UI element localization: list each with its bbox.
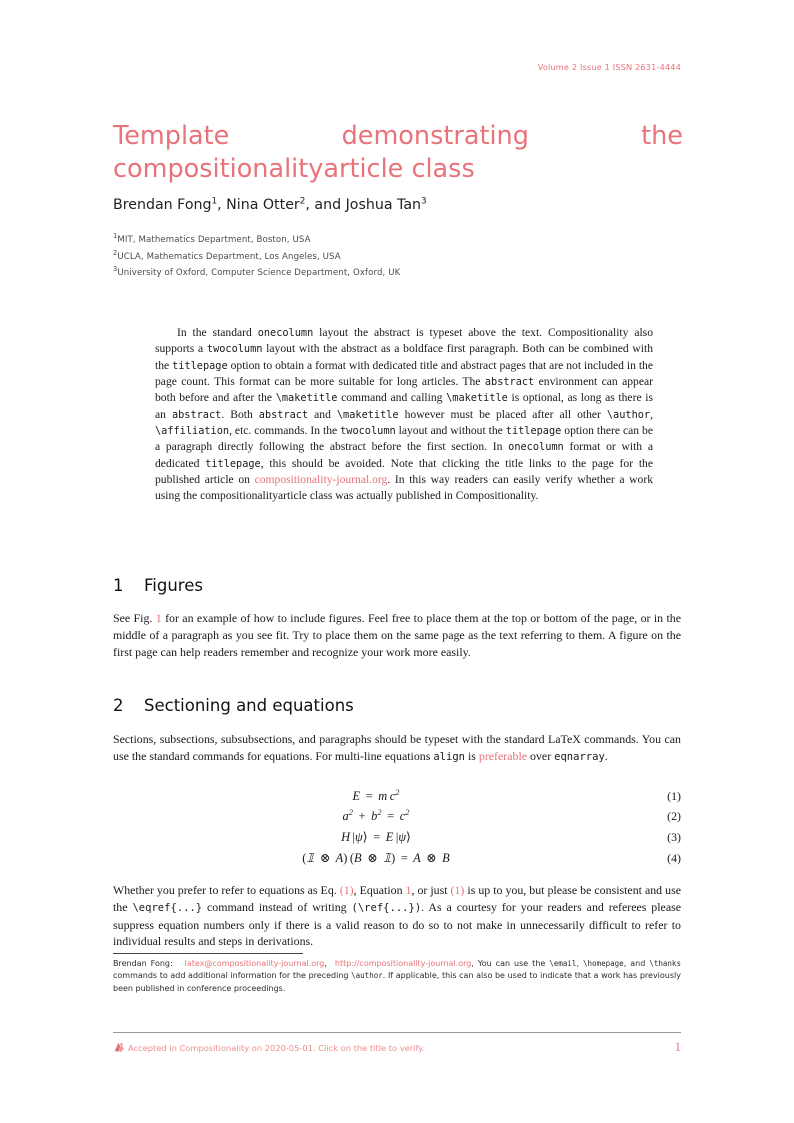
section-equations-paragraph: Sections, subsections, subsubsections, and paragraphs should be typeset with the standard LaTeX commands. You can use the standard commands for equations. For multi-line equations align is preferable over eqnarray. bbox=[113, 732, 681, 763]
equation-body: H |ψ⟩ = E |ψ⟩ bbox=[341, 830, 411, 845]
equation-body: $a^2 + b^2 = c^2$ bbox=[342, 807, 410, 824]
equation-row bbox=[113, 829, 681, 849]
affiliation-item bbox=[113, 265, 693, 278]
affiliation-text: UCLA, Mathematics Department, Los Angeles, USA bbox=[117, 251, 341, 262]
section-title: Sectioning and equations bbox=[144, 696, 354, 715]
section-equations-paragraph-2: Whether you prefer to refer to equations as Eq. (1), Equation 1, or just (1) is up to you, but please be consistent and use the \eqref{...} command instead of writing (\ref{...}). As a courtesy for your readers and referees please suppress equation numbers only if there is a valid reason to do so to not make in unnecessarily difficult to refer to individual results and steps in derivations. bbox=[113, 883, 682, 949]
section-number: 2 bbox=[113, 696, 124, 715]
affiliation-text: University of Oxford, Computer Science Department, Oxford, UK bbox=[117, 268, 401, 278]
equation-body: E = m $c^2$ bbox=[352, 786, 400, 803]
equation-row bbox=[113, 809, 681, 829]
equation-block bbox=[113, 786, 681, 870]
equation-number: (2) bbox=[667, 809, 681, 824]
section-figures-paragraph: See Fig. 1 for an example of how to include figures. Feel free to place them at the top or bottom of the page, or in the middle of a paragraph as you see fit. Try to place them on the same page as the text referring to them. A figure on the first page can help readers remember and recognize your work more easily. bbox=[113, 611, 682, 659]
abstract-paragraph: In the standard onecolumn layout the abstract is typeset above the text. Compositionality also supports a twocolumn layout with the abstract as a boldface first paragraph. Both can be combined with the titlepage option to obtain a format with dedicated title and abstract pages that are not included in the page count. This format can be more suitable for long articles. The abstract environment can appear both before and after the \maketitle command and calling \maketitle is optional, as long as there is an abstract. Both abstract and \maketitle however must be placed after all other \author, \affiliation, etc. commands. In the twocolumn layout and without the titlepage option there can be a paragraph directly following the abstract before the first section. In onecolumn format or with a dedicated titlepage, this should be avoided. Note that clicking the title links to the page for the published article on compositionality-journal.org. In this way readers can easily verify whether a work using the compositionalityarticle class was actually published in Compositionality. bbox=[155, 326, 654, 503]
section-heading-figures bbox=[113, 576, 203, 595]
page-title[interactable]: Template demonstrating the compositionalityarticle class bbox=[113, 121, 683, 185]
affiliation-marker: 3 bbox=[113, 265, 118, 274]
running-head: Volume 2 Issue 1 ISSN 2631-4444 bbox=[537, 62, 681, 72]
equation-row bbox=[113, 850, 681, 870]
affiliation-item bbox=[113, 232, 693, 245]
equation-number: (4) bbox=[667, 850, 681, 865]
footnote-block: Brendan Fong: latex@compositionality-journal.org, http://compositionality-journal.org, You can use the \email, \homepage, and \thanks commands to add additional information for the preceding \author. If applicable, this can also be used to indicate that a work has previously been published in conference proceedings. bbox=[113, 959, 681, 993]
compositionality-logo-icon bbox=[113, 1041, 126, 1054]
equation-number: (1) bbox=[667, 789, 681, 803]
section-heading-sectioning-equations bbox=[113, 696, 354, 715]
section-number: 1 bbox=[113, 576, 124, 595]
affiliation-text: MIT, Mathematics Department, Boston, USA bbox=[117, 235, 311, 245]
footnote-rule bbox=[113, 953, 303, 954]
equation-number: (3) bbox=[667, 830, 681, 845]
section-title: Figures bbox=[144, 576, 203, 595]
affiliation-item bbox=[113, 248, 693, 262]
page-footer bbox=[113, 1040, 681, 1055]
affiliation-list bbox=[113, 232, 693, 285]
affiliation-marker: 1 bbox=[113, 232, 118, 241]
equation-row bbox=[113, 786, 681, 809]
page-number: 1 bbox=[674, 1040, 681, 1054]
affiliation-marker: 2 bbox=[113, 248, 118, 257]
equation-body: (𝟙 ⊗ A) (B ⊗ 𝟙) = A ⊗ B bbox=[302, 850, 450, 865]
footer-text[interactable]: Accepted in Compositionality on 2020-05-01. Click on the title to verify. bbox=[128, 1042, 425, 1053]
footer-rule bbox=[113, 1032, 681, 1033]
author-list: Brendan Fong$^1$, Nina Otter$^2$, and Joshua Tan$^3$ bbox=[113, 196, 427, 213]
